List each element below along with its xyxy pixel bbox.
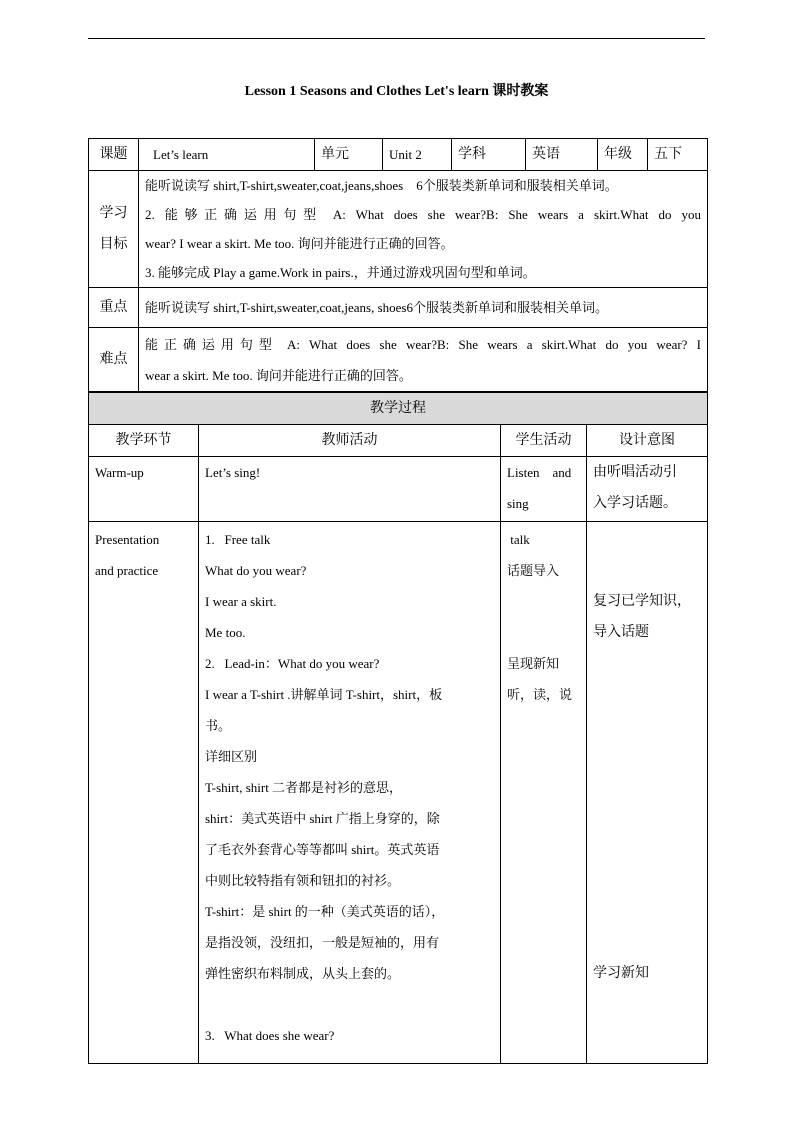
grade-value: 五下 <box>648 139 708 171</box>
difficulties-label: 难点 <box>89 328 139 392</box>
intent-blank-5 <box>593 710 701 741</box>
difficulties-content <box>139 328 708 392</box>
presentation-stage-line2: and practice <box>95 563 159 578</box>
student-line-1: talk <box>507 532 530 547</box>
objective-line-1: 能听说读写 shirt,T-shirt,sweater,coat,jeans,shoes 6个服装类新单词和服装相关单词。 <box>145 178 618 193</box>
teaching-process-table <box>88 392 708 1064</box>
warmup-intent-line2: 入学习话题。 <box>593 496 677 511</box>
student-line-3: 呈现新知 <box>507 656 560 671</box>
teacher-line-2: What do you wear? <box>205 563 307 578</box>
intent-blank-7 <box>593 772 701 803</box>
header-student: 学生活动 <box>501 425 587 457</box>
topic-value: Let’s learn <box>139 139 315 171</box>
teacher-line-8: 详细区别 <box>205 749 258 764</box>
warmup-student-line2: sing <box>507 496 529 511</box>
teacher-line-10: shirt：美式英语中 shirt 广指上身穿的，除 <box>205 811 440 826</box>
difficulties-line-1: 能正确运用句型 A: What does she wear?B: She wears a skirt.What do you wear? I <box>145 336 701 352</box>
header-rule <box>88 38 705 39</box>
header-stage: 教学环节 <box>89 425 199 457</box>
teacher-line-9: T-shirt, shirt 二者都是衬衫的意思， <box>205 780 403 795</box>
info-row-basic <box>89 139 708 171</box>
intent-blank-2 <box>593 555 701 586</box>
header-intent: 设计意图 <box>587 425 708 457</box>
warmup-row <box>89 457 708 522</box>
presentation-student <box>501 522 587 1064</box>
intent-blank-3 <box>593 648 701 679</box>
process-header-row <box>89 425 708 457</box>
subject-label: 学科 <box>452 139 526 171</box>
document-title: Lesson 1 Seasons and Clothes Let's learn 课时教案 <box>244 84 549 99</box>
teacher-line-15: 弹性密织布料制成，从头上套的。 <box>205 966 401 981</box>
unit-label: 单元 <box>315 139 383 171</box>
info-row-key-points <box>89 288 708 328</box>
teacher-line-7: 书。 <box>205 718 232 733</box>
teacher-line-5: 2. Lead-in：What do you wear? <box>205 656 380 671</box>
presentation-intent <box>587 522 708 1064</box>
warmup-intent-line1: 由听唱活动引 <box>593 465 677 480</box>
unit-value: Unit 2 <box>383 139 452 171</box>
presentation-stage-line1: Presentation <box>95 532 160 547</box>
teacher-line-16: 3. What does she wear? <box>205 1028 335 1043</box>
warmup-stage: Warm-up <box>89 457 199 522</box>
topic-label: 课题 <box>89 139 139 171</box>
student-blank-1 <box>507 586 580 617</box>
process-section-title: 教学过程 <box>89 393 708 425</box>
teacher-line-3: I wear a skirt. <box>205 594 277 609</box>
key-points-text: 能听说读写 shirt,T-shirt,sweater,coat,jeans, shoes6个服装类新单词和服装相关单词。 <box>139 288 708 328</box>
student-blank-2 <box>507 617 580 648</box>
grade-label: 年级 <box>598 139 648 171</box>
presentation-stage <box>89 522 199 1064</box>
teacher-line-11: 了毛衣外套背心等等都叫 shirt。英式英语 <box>205 842 440 857</box>
teacher-line-1: 1. Free talk <box>205 532 271 547</box>
objective-line-2: 2. 能够正确运用句型 A: What does she wear?B: She wears a skirt.What do you <box>145 207 701 222</box>
objectives-content <box>139 171 708 288</box>
intent-blank-9 <box>593 834 701 865</box>
teacher-line-13: T-shirt：是 shirt 的一种（美式英语的话）， <box>205 904 445 919</box>
info-row-objectives <box>89 171 708 288</box>
intent-line-3: 学习新知 <box>593 966 649 981</box>
process-section-row <box>89 393 708 425</box>
intent-blank-8 <box>593 803 701 834</box>
intent-blank-6 <box>593 741 701 772</box>
student-line-2: 话题导入 <box>507 563 560 578</box>
header-teacher: 教师活动 <box>199 425 501 457</box>
student-line-4: 听，读，说 <box>507 687 573 702</box>
subject-value: 英语 <box>526 139 598 171</box>
teacher-line-14: 是指没领，没纽扣，一般是短袖的，用有 <box>205 935 440 950</box>
teacher-line-4: Me too. <box>205 625 246 640</box>
presentation-row <box>89 522 708 1064</box>
intent-blank-10 <box>593 865 701 896</box>
intent-blank-4 <box>593 679 701 710</box>
teacher-line-12: 中则比较特指有领和钮扣的衬衫。 <box>205 873 401 888</box>
presentation-teacher <box>199 522 501 1064</box>
intent-line-2: 导入话题 <box>593 625 649 640</box>
teacher-blank-line <box>205 989 494 1020</box>
intent-blank-12 <box>593 927 701 958</box>
objectives-label-line1: 学习 <box>99 206 128 221</box>
objective-line-3: wear? I wear a skirt. Me too. 询问并能进行正确的回答。 <box>145 236 454 251</box>
intent-blank-1 <box>593 524 701 555</box>
difficulties-line-2: wear a skirt. Me too. 询问并能进行正确的回答。 <box>145 367 412 383</box>
warmup-student <box>501 457 587 522</box>
warmup-student-line1: Listen and <box>507 465 572 480</box>
warmup-teacher: Let’s sing! <box>199 457 501 522</box>
lesson-info-table <box>88 138 708 392</box>
objectives-label <box>89 171 139 288</box>
warmup-intent <box>587 457 708 522</box>
intent-blank-11 <box>593 896 701 927</box>
intent-line-1: 复习已学知识， <box>593 594 691 609</box>
objective-line-4: 3. 能够完成 Play a game.Work in pairs.，并通过游戏巩固句型和单词。 <box>145 265 536 280</box>
info-row-difficulties <box>89 328 708 392</box>
objectives-label-line2: 目标 <box>99 237 128 252</box>
teacher-line-6: I wear a T-shirt .讲解单词 T-shirt，shirt，板 <box>205 687 443 702</box>
key-points-label: 重点 <box>89 288 139 328</box>
